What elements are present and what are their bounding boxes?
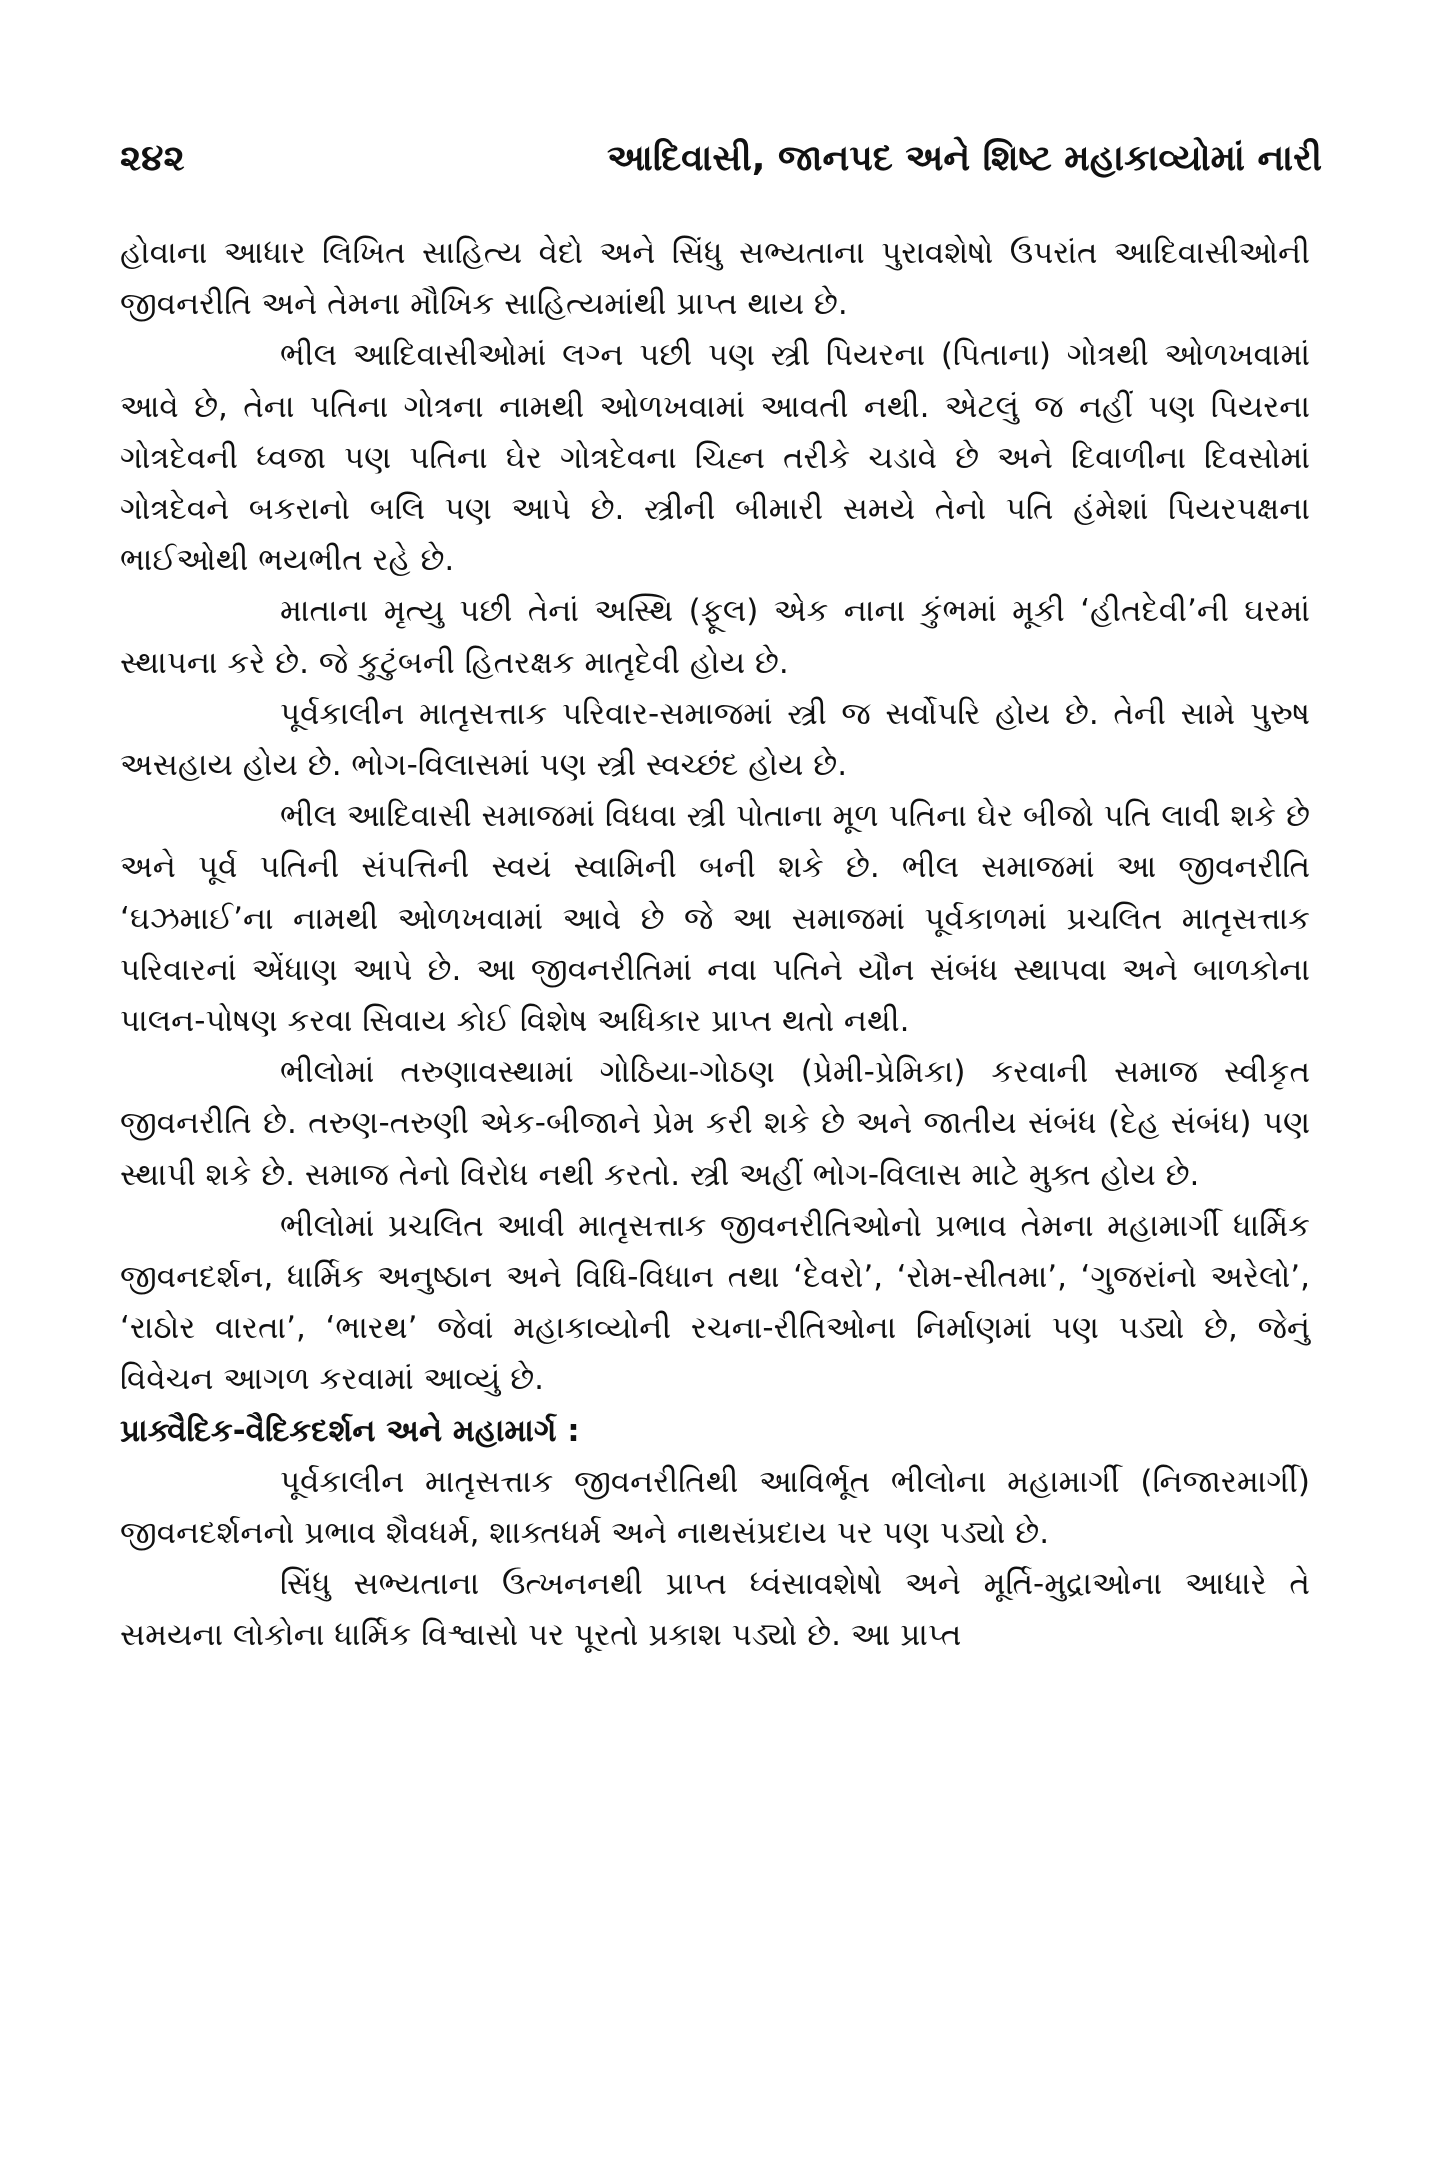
running-title: આદિવાસી, જાનપદ અને શિષ્ટ મહાકાવ્યોમાં નારી [607, 138, 1322, 179]
paragraph-continued: હોવાના આધાર લિખિત સાહિત્ય વેદો અને સિંધુ સભ્યતાના પુરાવશેષો ઉપરાંત આદિવાસીઓની જીવનરીતિ અને તેમના મૌખિક સાહિત્યમાંથી પ્રાપ્ત થાય છે. [120, 235, 1310, 323]
paragraph: ભીલ આદિવાસી સમાજમાં વિધવા સ્ત્રી પોતાના મૂળ પતિના ઘેર બીજો પતિ લાવી શકે છે અને પૂર્વ પતિની સંપત્તિની સ્વયં સ્વામિની બની શકે છે. ભીલ સમાજમાં આ જીવનરીતિ ‘ઘઝમાઈ’ના નામથી ઓળખવામાં આવે છે જે આ સમાજમાં પૂર્વકાળમાં પ્રચલિત માતૃસત્તાક પરિવારનાં એંધાણ આપે છે. આ જીવનરીતિમાં નવા પતિને યૌન સંબંધ સ્થાપવા અને બાળકોના પાલન-પોષણ કરવા સિવાય કોઈ વિશેષ અધિકાર પ્રાપ્ત થતો નથી. [120, 798, 1310, 1040]
paragraph: ભીલોમાં તરુણાવસ્થામાં ગોઠિયા-ગોઠણ (પ્રેમી-પ્રેમિકા) કરવાની સમાજ સ્વીકૃત જીવનરીતિ છે. તરુણ-તરુણી એક-બીજાને પ્રેમ કરી શકે છે અને જાતીય સંબંધ (દેહ સંબંધ) પણ સ્થાપી શકે છે. સમાજ તેનો વિરોધ નથી કરતો. સ્ત્રી અહીં ભોગ-વિલાસ માટે મુક્ત હોય છે. [120, 1054, 1310, 1193]
page-header [0, 138, 1446, 198]
body-text [120, 228, 1310, 1662]
paragraph: ભીલ આદિવાસીઓમાં લગ્ન પછી પણ સ્ત્રી પિયરના (પિતાના) ગોત્રથી ઓળખવામાં આવે છે, તેના પતિના ગોત્રના નામથી ઓળખવામાં આવતી નથી. એટલું જ નહીં પણ પિયરના ગોત્રદેવની ધ્વજા પણ પતિના ઘેર ગોત્રદેવના ચિહ્ન તરીકે ચડાવે છે અને દિવાળીના દિવસોમાં ગોત્રદેવને બકરાનો બલિ પણ આપે છે. સ્ત્રીની બીમારી સમયે તેનો પતિ હંમેશાં પિયરપક્ષના ભાઈઓથી ભયભીત રહે છે. [120, 337, 1310, 579]
paragraph: પૂર્વકાલીન માતૃસત્તાક પરિવાર-સમાજમાં સ્ત્રી જ સર્વોપરિ હોય છે. તેની સામે પુરુષ અસહાય હોય છે. ભોગ-વિલાસમાં પણ સ્ત્રી સ્વચ્છંદ હોય છે. [120, 695, 1310, 784]
page-number: ૨૪૨ [120, 138, 185, 179]
section-heading: પ્રાક્વૈદિક-વૈદિકદર્શન અને મહામાર્ગ : [120, 1412, 580, 1449]
paragraph: ભીલોમાં પ્રચલિત આવી માતૃસત્તાક જીવનરીતિઓનો પ્રભાવ તેમના મહામાર્ગી ધાર્મિક જીવનદર્શન, ધાર્મિક અનુષ્ઠાન અને વિધિ-વિધાન તથા ‘દેવરો’, ‘રોમ-સીતમા’, ‘ગુજરાંનો અરેલો’, ‘રાઠોર વારતા’, ‘ભારથ’ જેવાં મહાકાવ્યોની રચના-રીતિઓના નિર્માણમાં પણ પડ્યો છે, જેનું વિવેચન આગળ કરવામાં આવ્યું છે. [120, 1207, 1310, 1398]
paragraph: સિંધુ સભ્યતાના ઉત્ખનનથી પ્રાપ્ત ધ્વંસાવશેષો અને મૂર્તિ-મુદ્રાઓના આધારે તે સમયના લોકોના ધાર્મિક વિશ્વાસો પર પૂરતો પ્રકાશ પડ્યો છે. આ પ્રાપ્ત [120, 1566, 1310, 1654]
paragraph: પૂર્વકાલીન માતૃસત્તાક જીવનરીતિથી આવિર્ભૂત ભીલોના મહામાર્ગી (નિજારમાર્ગી) જીવનદર્શનનો પ્રભાવ શૈવધર્મ, શાક્તધર્મ અને નાથસંપ્રદાય પર પણ પડ્યો છે. [120, 1463, 1310, 1552]
paragraph: માતાના મૃત્યુ પછી તેનાં અસ્થિ (ફૂલ) એક નાના કુંભમાં મૂકી ‘હીતદેવી’ની ઘરમાં સ્થાપના કરે છે. જે કુટુંબની હિતરક્ષક માતૃદેવી હોય છે. [120, 593, 1310, 681]
